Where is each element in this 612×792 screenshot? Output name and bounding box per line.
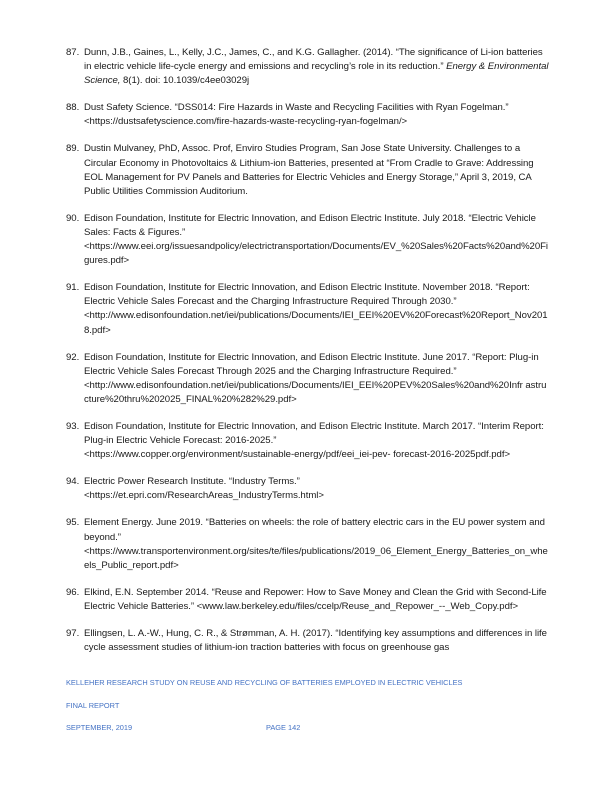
reference-text: Ellingsen, L. A.-W., Hung, C. R., & Strømman, A. H. (2017). “Identifying key assumptions and differences in life cycle assessment studies of lithium-ion traction batteries with focus on greenhouse gas (84, 628, 547, 654)
reference-text: Dust Safety Science. “DSS014: Fire Hazards in Waste and Recycling Facilities with Ryan Fogelman.” (84, 102, 509, 114)
footer-report-subtitle: FINAL REPORT (66, 700, 120, 710)
reference-number: 95. (66, 517, 80, 529)
page-footer (66, 678, 546, 733)
reference-number: 97. (66, 628, 80, 639)
footer-report-title: KELLEHER RESEARCH STUDY ON REUSE AND RECYCLING OF BATTERIES EMPLOYED IN ELECTRIC VEHICLES (66, 678, 463, 687)
reference-number: 92. (66, 351, 80, 363)
reference-number: 96. (66, 586, 80, 598)
reference-url[interactable]: <http://www.edisonfoundation.net/iei/publications/Documents/IEI_EEI%20EV%20Forecast%20Report_Nov2018.pdf> (84, 310, 548, 336)
reference-item-97 (66, 627, 550, 655)
reference-text: Dunn, J.B., Gaines, L., Kelly, J.C., James, C., and K.G. Gallagher. (2014). “The significance of Li-ion batteries in electric vehicle life-cycle energy and emissions and recycling’s role in its reduction.” Energy & Environmental Science, 8(1). doi: 10.1039/c4ee03029j (84, 47, 549, 87)
reference-number: 90. (66, 212, 80, 224)
reference-url[interactable]: <https://www.eei.org/issuesandpolicy/electrictransportation/Documents/EV_%20Sales%20Facts%20and%20Figures.pdf> (84, 241, 549, 267)
reference-text: Edison Foundation, Institute for Electric Innovation, and Edison Electric Institute. November 2018. “Report: Electric Vehicle Sales Forecast and the Charging Infrastructure Required Through 2030.” (84, 282, 530, 308)
reference-text: Element Energy. June 2019. “Batteries on wheels: the role of battery electric cars in the EU power system and beyond.” (84, 517, 545, 543)
reference-url[interactable]: <https://www.copper.org/environment/sustainable-energy/pdf/eei_iei-pev- forecast-2016-2025pdf.pdf> (84, 449, 511, 461)
footer-page-number: PAGE 142 (266, 723, 301, 732)
reference-number: 91. (66, 282, 80, 294)
reference-text: Dustin Mulvaney, PhD, Assoc. Prof, Enviro Studies Program, San Jose State University. Challenges to a Circular Economy in Photovoltaics & Lithium-ion Batteries, presented at “From Cradle to Grave: Addressing EOL Management for PV Panels and Batteries for Electric Vehicles and Energy Storage,” April 3, 2019, CA Public Utilities Commission Auditorium. (84, 143, 534, 197)
footer-meta-row (66, 723, 546, 733)
reference-item-91 (66, 281, 550, 337)
reference-item-92 (66, 351, 550, 407)
reference-item-95 (66, 516, 550, 572)
reference-number: 93. (66, 420, 80, 432)
reference-url[interactable]: <http://www.edisonfoundation.net/iei/publications/Documents/IEI_EEI%20PEV%20Sales%20and%20Infr astructure%20thru%202025_FINAL%20%282%29.pdf> (84, 379, 547, 405)
reference-number: 88. (66, 102, 80, 114)
footer-date: SEPTEMBER, 2019 (66, 723, 133, 732)
reference-url[interactable]: <https://www.transportenvironment.org/sites/te/files/publications/2019_06_Element_Energy_Batteries_on_wheels_Public_report.pdf> (84, 545, 548, 571)
reference-item-93 (66, 420, 550, 462)
reference-text: Edison Foundation, Institute for Electric Innovation, and Edison Electric Institute. July 2018. “Electric Vehicle Sales: Facts & Figures.” (84, 212, 536, 238)
reference-number: 89. (66, 143, 80, 155)
reference-text: Elkind, E.N. September 2014. “Reuse and Repower: How to Save Money and Clean the Grid with Second-Life Electric Vehicle Batteries.” <www.law.berkeley.edu/files/ccelp/Reuse_and_Repower_--_Web_Copy.pdf> (84, 586, 547, 612)
reference-item-89 (66, 142, 550, 198)
reference-item-88 (66, 101, 550, 129)
reference-list (66, 46, 550, 668)
reference-url[interactable]: <https://et.epri.com/ResearchAreas_IndustryTerms.html> (84, 490, 324, 502)
reference-item-90 (66, 212, 550, 268)
reference-text: Electric Power Research Institute. “Industry Terms.” (84, 476, 300, 488)
reference-text: Edison Foundation, Institute for Electric Innovation, and Edison Electric Institute. June 2017. “Report: Plug-in Electric Vehicle Sales Forecast Through 2025 and the Charging Infrastructure Required.” (84, 351, 539, 377)
reference-number: 94. (66, 476, 80, 488)
reference-item-94 (66, 475, 550, 503)
reference-item-87 (66, 46, 550, 88)
reference-item-96 (66, 586, 550, 614)
reference-number: 87. (66, 47, 80, 58)
journal-name: Energy & Environmental Science, (84, 61, 549, 87)
reference-text: Edison Foundation, Institute for Electric Innovation, and Edison Electric Institute. March 2017. “Interim Report: Plug-in Electric Vehicle Forecast: 2016-2025.” (84, 420, 544, 447)
reference-url[interactable]: <https://dustsafetyscience.com/fire-hazards-waste-recycling-ryan-fogelman/> (84, 116, 408, 128)
